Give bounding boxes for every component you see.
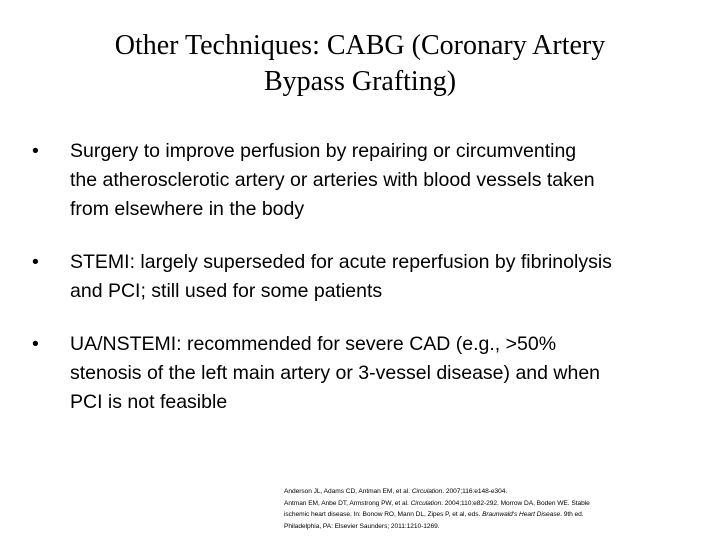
bullet-line: from elsewhere in the body bbox=[70, 198, 305, 220]
slide-title-line-1: Other Techniques: CABG (Coronary Artery bbox=[114, 30, 606, 61]
bullet-item-ua-nstemi bbox=[32, 330, 692, 417]
reference-book: Braunwald's Heart Disease bbox=[482, 511, 561, 518]
bullet-line: and PCI; still used for some patients bbox=[70, 280, 383, 302]
reference-details: . 2004;110:e82-292. Morrow DA, Boden WE. Stable bbox=[441, 499, 590, 507]
bullet-line: Surgery to improve perfusion by repairing or circumventing bbox=[70, 140, 577, 162]
bullet-item-stemi bbox=[32, 248, 692, 306]
reference-authors: Anderson JL, Adams CD, Antman EM, et al. bbox=[284, 488, 412, 495]
reference-journal: Circulation bbox=[411, 488, 443, 495]
reference-journal: Circulation bbox=[410, 499, 442, 507]
bullet-marker: • bbox=[32, 333, 39, 355]
slide-title-line-2: Bypass Grafting) bbox=[263, 66, 457, 97]
bullet-list bbox=[32, 137, 692, 417]
references bbox=[284, 486, 718, 532]
reference-line bbox=[284, 509, 718, 521]
bullet-item-cabg-definition bbox=[32, 137, 692, 224]
reference-details: ischemic heart disease. In: Bonow RO, Mann DL, Zipes P, et al, eds. bbox=[284, 511, 483, 518]
reference-details: . 9th ed. bbox=[560, 511, 584, 518]
bullet-marker: • bbox=[32, 251, 39, 273]
bullet-marker: • bbox=[32, 140, 39, 162]
bullet-line: UA/NSTEMI: recommended for severe CAD (e.g., >50% bbox=[70, 333, 557, 355]
reference-line bbox=[284, 486, 718, 498]
slide-title bbox=[20, 28, 700, 100]
reference-details: . 2007;116:e148-e304. bbox=[442, 488, 508, 495]
reference-authors: Antman EM, Anbe DT, Armstrong PW, et al. bbox=[284, 499, 411, 507]
bullet-line: PCI is not feasible bbox=[70, 391, 228, 413]
bullet-line: the atherosclerotic artery or arteries with blood vessels taken bbox=[70, 169, 595, 191]
bullet-line: STEMI: largely superseded for acute reperfusion by fibrinolysis bbox=[70, 251, 612, 273]
bullet-line: stenosis of the left main artery or 3-vessel disease) and when bbox=[70, 362, 601, 384]
reference-line: Philadelphia, PA: Elsevier Saunders; 2011:1210-1269. bbox=[284, 522, 440, 530]
reference-line bbox=[284, 498, 718, 510]
